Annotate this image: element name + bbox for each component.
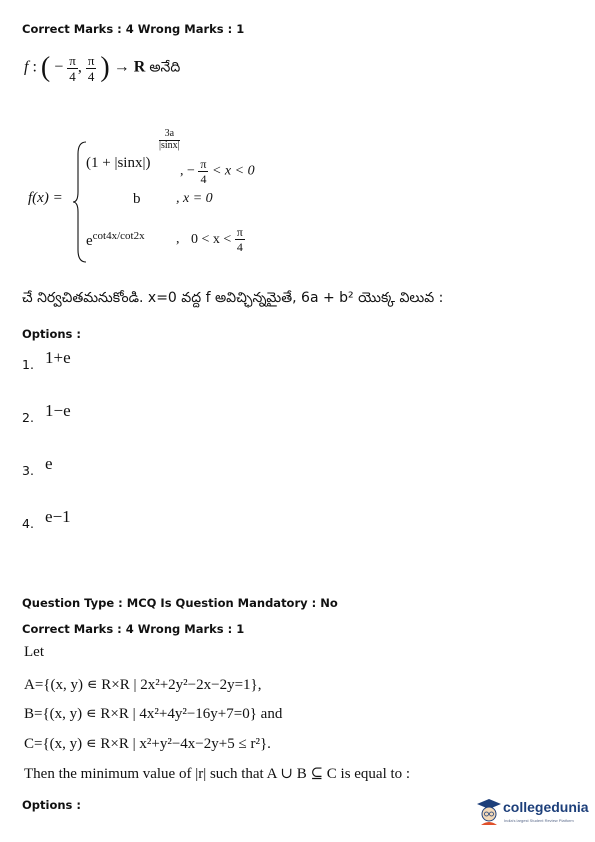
mapping-lparen: (: [40, 52, 51, 83]
q2-set-a: A={(x, y) ∊ R×R | 2x²+2y²−2x−2y=1},: [24, 677, 262, 693]
q2-let: Let: [24, 644, 44, 660]
case3-expr: [86, 230, 145, 250]
mapping-R: R: [133, 58, 146, 76]
case3-frac: [235, 226, 245, 253]
q1-mapping: [24, 52, 180, 84]
option-number: 4.: [22, 516, 34, 531]
mapping-arrow: →: [113, 58, 130, 76]
logo-wordmark: collegedunia: [503, 799, 589, 815]
mapping-frac-2: [86, 54, 97, 83]
case1-exponent: [159, 129, 180, 151]
case3-exp: cot4x/cot2x: [92, 230, 145, 242]
mapping-rparen: ): [100, 52, 110, 83]
frac-num: π: [236, 225, 243, 239]
q2-question: Then the minimum value of |r| such that A ∪ B ⊆ C is equal to :: [24, 766, 411, 782]
graduate-mascot-icon: [476, 798, 502, 826]
q2-set-c: C={(x, y) ∊ R×R | x²+y²−4x−2y+5 ≤ r²}.: [24, 736, 271, 752]
option-number: 1.: [22, 357, 34, 372]
frac-den: 4: [87, 68, 95, 84]
q1-marks: Correct Marks : 4 Wrong Marks : 1: [22, 22, 245, 36]
option-value: 1+e: [45, 348, 71, 367]
case2-condition: , x = 0: [176, 191, 213, 206]
q1-options-label: Options :: [22, 327, 81, 341]
case1-range: < x < 0: [211, 163, 255, 179]
option-2[interactable]: [22, 401, 71, 425]
option-4[interactable]: [22, 507, 71, 531]
option-value: 1−e: [45, 401, 71, 420]
frac-den: 4: [200, 172, 207, 186]
frac-num: π: [69, 52, 76, 68]
option-1[interactable]: [22, 348, 71, 372]
frac-den: 4: [69, 68, 76, 84]
frac-den: 4: [236, 240, 243, 254]
case3-base: e: [86, 233, 93, 249]
option-value: e−1: [45, 507, 71, 526]
mapping-colon: :: [32, 58, 37, 76]
q1-statement: చే నిర్వచితమనుకోండి. x=0 వద్ద f అవిచ్ఛిన్నమైతే, 6a + b² యొక్క విలువ :: [22, 290, 444, 306]
q2-options-label: Options :: [22, 798, 81, 812]
case1-expr: (1 + |sinx|): [86, 155, 151, 171]
mapping-frac-1: [67, 54, 78, 83]
mapping-neg: −: [54, 58, 64, 76]
case1-comma: ,: [180, 163, 184, 179]
case1-neg: −: [187, 163, 195, 179]
collegedunia-logo: [476, 796, 588, 830]
option-value: e: [45, 454, 53, 473]
case1-exp-num: 3a: [159, 129, 180, 141]
mapping-f: f: [24, 58, 29, 76]
option-number: 3.: [22, 463, 34, 478]
mapping-telugu: అనేది: [149, 59, 181, 76]
piecewise-lhs: f(x) =: [28, 190, 63, 206]
case3-condition: [176, 226, 245, 253]
q2-marks: Correct Marks : 4 Wrong Marks : 1: [22, 622, 245, 636]
mapping-comma: ,: [77, 58, 82, 76]
q2-set-b: B={(x, y) ∊ R×R | 4x²+4y²−16y+7=0} and: [24, 706, 283, 722]
logo-tagline: India's largest Student Review Platform: [504, 818, 574, 823]
frac-num: π: [200, 157, 207, 171]
case2-expr: b: [133, 191, 141, 207]
option-number: 2.: [22, 410, 34, 425]
case1-frac: [198, 158, 208, 185]
case3-comma: ,: [176, 231, 180, 247]
case1-condition: [180, 158, 255, 185]
case1-exp-den: |sinx|: [159, 139, 180, 151]
frac-num: π: [87, 52, 95, 68]
case3-range: 0 < x <: [191, 231, 232, 247]
option-3[interactable]: [22, 454, 53, 478]
q2-type-line: Question Type : MCQ Is Question Mandatory : No: [22, 596, 338, 610]
